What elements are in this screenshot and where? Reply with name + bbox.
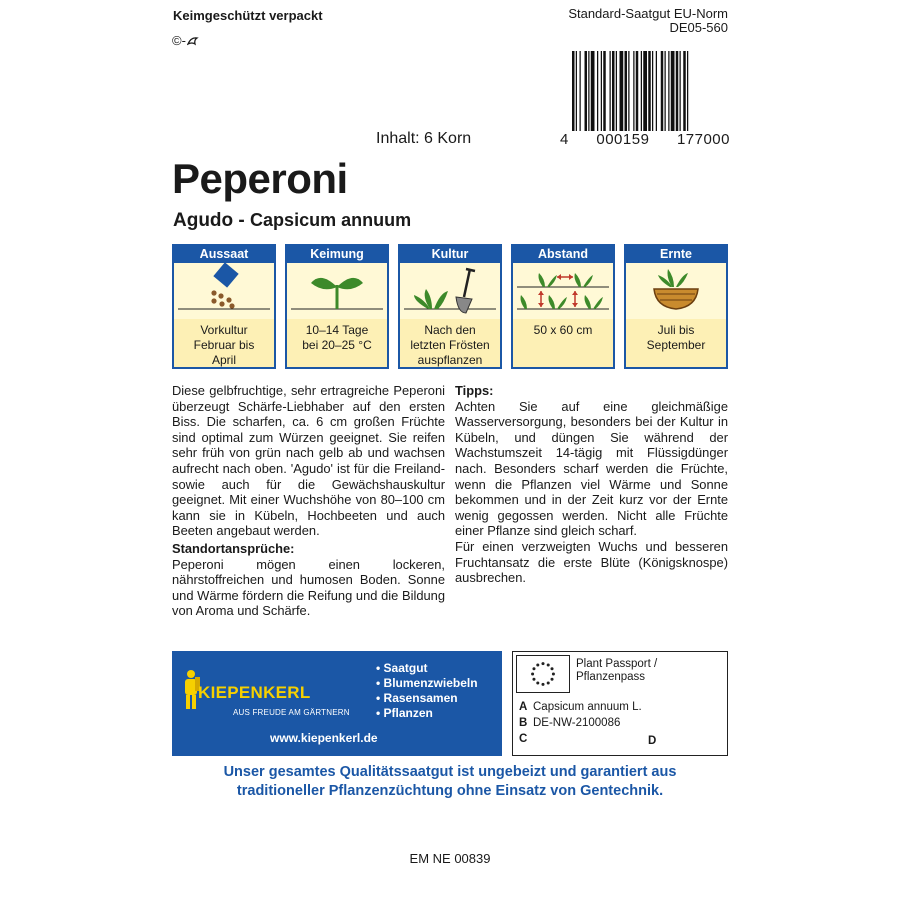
plant-passport	[512, 651, 728, 756]
quality-line: Unser gesamtes Qualitätssaatgut ist ungebeizt und garantiert aus	[223, 764, 677, 780]
passport-row-a	[519, 699, 719, 715]
info-box-text: letzten Frösten	[410, 338, 490, 352]
spacing-icon	[513, 263, 613, 319]
info-box-text: Juli bis	[657, 323, 695, 337]
info-box-header: Abstand	[513, 246, 613, 263]
barcode-bar	[625, 51, 628, 131]
info-box-text: Nach den	[424, 323, 476, 337]
barcode-number	[560, 131, 730, 148]
brand-product-list	[376, 661, 478, 721]
variety-name: Agudo -	[173, 210, 245, 231]
location-heading: Standortansprüche:	[172, 540, 295, 556]
info-box-header: Ernte	[626, 246, 726, 263]
eu-star-icon	[551, 678, 554, 681]
eu-star-icon	[536, 682, 539, 685]
brand-slogan: AUS FREUDE AM GÄRTNERN	[233, 708, 350, 717]
info-box-text: 10–14 Tage	[305, 323, 369, 337]
row-label: C	[519, 733, 528, 745]
barcode-bar	[656, 51, 657, 131]
passport-title	[576, 658, 657, 684]
tips-text: Für einen verzweigten Wuchs und besseren Fruchtansatz die erste Blüte (Königsknospe) ausbrechen.	[455, 538, 728, 586]
row-value: DE-NW-2100086	[533, 717, 621, 729]
barcode-bar	[636, 51, 639, 131]
passport-title-line: Pflanzenpass	[576, 671, 646, 683]
barcode-bar	[601, 51, 602, 131]
standard-norm: Standard-Saatgut EU-Norm	[568, 6, 728, 21]
info-box-header: Keimung	[287, 246, 387, 263]
eu-star-icon	[536, 663, 539, 666]
barcode-bar	[676, 51, 679, 131]
copyright-text: ©-	[172, 33, 186, 48]
barcode-bar	[643, 51, 647, 131]
info-box-aussaat	[172, 244, 276, 369]
barcode-bar	[641, 51, 642, 131]
shovel-plant-icon	[400, 263, 500, 319]
barcode-bar	[580, 51, 581, 131]
eu-star-icon	[551, 667, 554, 670]
seed-packet-icon	[174, 263, 274, 319]
info-box-kultur	[398, 244, 502, 369]
standard-info	[508, 7, 728, 35]
botanical-name: Capsicum annuum	[250, 210, 412, 230]
product-title: Peperoni	[172, 155, 348, 202]
brand-product-item: • Saatgut	[376, 661, 478, 676]
product-subtitle	[173, 210, 411, 232]
harvest-bowl-icon	[626, 263, 726, 319]
barcode-bar	[668, 51, 669, 131]
barcode-bar	[648, 51, 651, 131]
info-box-keimung	[285, 244, 389, 369]
brand-logo: KIEPENKERL	[198, 683, 311, 702]
barcode-bar	[661, 51, 664, 131]
eu-flag-icon	[516, 655, 570, 693]
barcode-bar	[628, 51, 629, 131]
info-box-header: Kultur	[400, 246, 500, 263]
barcode-bar	[671, 51, 675, 131]
row-label: B	[519, 717, 528, 729]
barcode-digit-group: 177000	[676, 131, 730, 148]
eu-star-icon	[541, 662, 544, 665]
row-value: Capsicum annuum L.	[533, 701, 642, 713]
barcode-bar	[572, 51, 575, 131]
barcode-digit-group: 4	[560, 131, 569, 148]
barcode-bar	[603, 51, 606, 131]
info-box-text: Vorkultur	[200, 323, 248, 337]
brand-product-item: • Rasensamen	[376, 691, 478, 706]
barcode-bar	[591, 51, 595, 131]
row-label: A	[519, 701, 528, 713]
description-text: Diese gelbfruchtige, sehr ertragreiche Peperoni überzeugt Schärfe-Liebhaber auf den ersten Biss. Die scharfen, ca. 6 cm großen Früchte sind optimal zum Würzen geeignet. Sie reifen sehr früh von grün nach gelb ab und wachsen aufrecht nach oben. 'Agudo' ist für die Freiland- sowie auch für die Gewächshauskultur geeignet. Mit einer Wuchshöhe von 80–100 cm kann sie in Kübeln, Hochbeeten und auch Beeten angebaut werden.	[172, 383, 445, 539]
footer-code: EM NE 00839	[409, 851, 491, 866]
info-box-text: auspflanzen	[417, 353, 483, 367]
bird-logo-icon	[187, 36, 199, 46]
barcode-bar	[616, 51, 617, 131]
eu-star-icon	[547, 682, 550, 685]
info-box-text: April	[211, 353, 236, 367]
barcode-bar	[610, 51, 611, 131]
brand-url: www.kiepenkerl.de	[270, 731, 378, 745]
barcode-bar	[652, 51, 653, 131]
barcode-bar	[612, 51, 615, 131]
eu-star-icon	[532, 678, 535, 681]
copyright-mark	[172, 33, 199, 48]
tips-heading: Tipps:	[455, 383, 494, 398]
passport-rows	[519, 699, 719, 747]
barcode-bar	[683, 51, 686, 131]
barcode-bar	[633, 51, 634, 131]
contents-label: Inhalt: 6 Korn	[376, 130, 472, 147]
eu-star-icon	[531, 672, 534, 675]
packaging-note: Keimgeschützt verpackt	[173, 8, 323, 23]
tips-text: Achten Sie auf eine gleichmäßige Wasserversorgung, besonders bei der Kultur in Kübeln, und düngen Sie während der Wachstumszeit 14-tägig mit Flüssigdünger nach. Besonders scharf werden die Früchte, wenn die Pflanzen viel Wärme und Sonne bekommen und in der Zeit kurz vor der Ernte wenig gegossen werden. Nicht alle Früchte einer Pflanze sind gleich scharf.	[455, 398, 728, 539]
eu-star-icon	[541, 683, 544, 686]
brand-box	[172, 651, 502, 756]
barcode-bar	[680, 51, 681, 131]
barcode-bar	[687, 51, 688, 131]
info-box-ernte	[624, 244, 728, 369]
passport-row-b	[519, 715, 719, 731]
standard-code: DE05-560	[669, 20, 728, 35]
barcode-digit-group: 000159	[596, 131, 650, 148]
info-box-text: Februar bis	[193, 338, 255, 352]
eu-star-icon	[547, 663, 550, 666]
barcode-bar	[620, 51, 624, 131]
description-column	[172, 383, 445, 619]
passport-row-c	[519, 731, 719, 747]
tips-column	[455, 383, 728, 586]
info-box-header: Aussaat	[174, 246, 274, 263]
brand-product-item: • Pflanzen	[376, 706, 478, 721]
eu-star-icon	[552, 672, 555, 675]
barcode	[572, 51, 722, 131]
quality-line: traditioneller Pflanzenzüchtung ohne Einsatz von Gentechnik.	[236, 783, 664, 799]
barcode-bar	[597, 51, 598, 131]
info-box-abstand	[511, 244, 615, 369]
barcode-bar	[585, 51, 588, 131]
info-box-text: bei 20–25 °C	[302, 338, 372, 352]
info-box-text: 50 x 60 cm	[533, 323, 593, 337]
brand-product-item: • Blumenzwiebeln	[376, 676, 478, 691]
eu-star-icon	[532, 667, 535, 670]
barcode-bar	[576, 51, 577, 131]
passport-title-line: Plant Passport /	[576, 658, 658, 670]
seedling-icon	[287, 263, 387, 319]
barcode-bar	[665, 51, 666, 131]
passport-row-d-label: D	[648, 735, 657, 747]
quality-statement	[172, 763, 728, 801]
info-box-text: September	[646, 338, 706, 352]
barcode-bar	[588, 51, 589, 131]
location-text: Peperoni mögen einen lockeren, nährstoffreichen und humosen Boden. Sonne und Wärme fördern die Reifung und die Bildung von Aroma und Schärfe.	[172, 556, 445, 619]
